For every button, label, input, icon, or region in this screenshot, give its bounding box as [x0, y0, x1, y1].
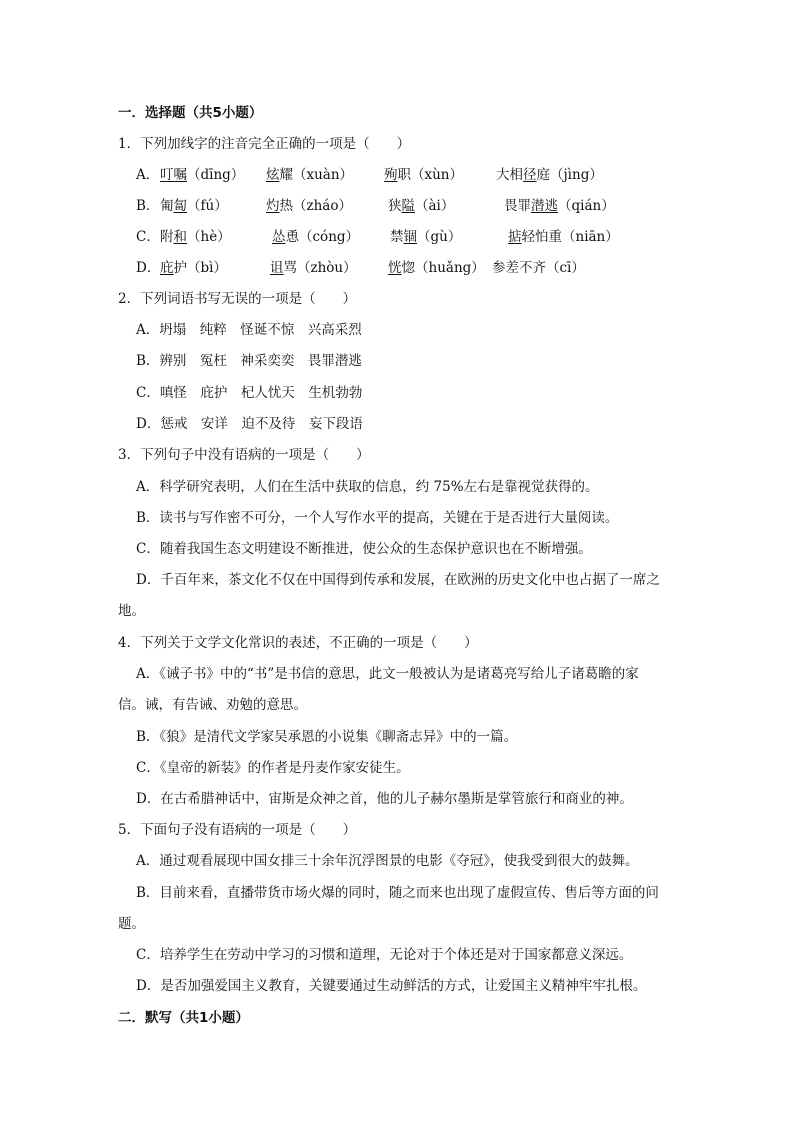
option-letter: C．	[136, 229, 160, 245]
term: 叮嘱（dīng）	[160, 167, 245, 183]
option-letter: B．	[136, 198, 160, 214]
term: 庇护（bì）	[160, 260, 227, 276]
term: 掂轻怕重（niān）	[508, 229, 619, 245]
question-2-stem: 2．下列词语书写无误的一项是（ ）	[118, 291, 357, 307]
question-3-stem: 3．下列句子中没有语病的一项是（ ）	[118, 447, 370, 463]
question-5-option-b-continuation: 题。	[118, 916, 145, 932]
option-letter: D．	[136, 260, 161, 276]
question-2-option-d: D．惩戒 安详 迫不及待 妄下段语	[136, 416, 363, 432]
question-5-option-b: B．目前来看，直播带货市场火爆的同时，随之而来也出现了虚假宣传、售后等方面的问	[136, 885, 659, 901]
question-2-option-c: C．嗔怪 庇护 杞人忧天 生机勃勃	[136, 385, 363, 401]
term: 匍匐（fú）	[160, 198, 228, 214]
section-title-dictation: 二．默写（共1小题）	[118, 1010, 249, 1026]
question-1-option-a	[136, 165, 696, 185]
question-3-option-a: A．科学研究表明，人们在生活中获取的信息，约 75%左右是靠视觉获得的。	[136, 479, 599, 495]
question-5-option-c: C．培养学生在劳动中学习的习惯和道理，无论对于个体还是对于国家都意义深远。	[136, 947, 633, 963]
question-3-option-d: D．千百年来，茶文化不仅在中国得到传承和发展，在欧洲的历史文化中也占据了一席之	[136, 572, 660, 588]
question-4-option-a: A．《诫子书》中的“书”是书信的意思，此文一般被认为是诸葛亮写给儿子诸葛瞻的家	[136, 666, 639, 682]
term: 诅骂（zhòu）	[270, 260, 357, 276]
term: 狭隘（ài）	[388, 198, 455, 214]
section-title-choice: 一．选择题（共5小题）	[118, 105, 263, 121]
term: 大相径庭（jìng）	[496, 167, 603, 183]
term: 炫耀（xuàn）	[266, 167, 354, 183]
option-letter: A．	[136, 167, 160, 183]
question-3-option-c: C．随着我国生态文明建设不断推进，使公众的生态保护意识也在不断增强。	[136, 541, 592, 557]
question-1-option-c	[136, 227, 696, 247]
question-5-option-d: D．是否加强爱国主义教育，关键要通过生动鲜活的方式，让爱国主义精神牢牢扎根。	[136, 978, 647, 994]
question-1-stem: 1．下列加线字的注音完全正确的一项是（ ）	[118, 136, 411, 152]
question-2-option-a: A．坍塌 纯粹 怪诞不惊 兴高采烈	[136, 322, 362, 338]
question-3-option-d-continuation: 地。	[118, 603, 145, 619]
question-4-option-a-continuation: 信。诫，有告诫、劝勉的意思。	[118, 697, 307, 713]
term: 怂恿（cóng）	[272, 229, 360, 245]
question-4-option-b: B．《狼》是清代文学家吴承恩的小说集《聊斋志异》中的一篇。	[136, 729, 518, 745]
question-4-option-c: C．《皇帝的新装》的作者是丹麦作家安徒生。	[136, 760, 410, 776]
question-3-option-b: B．读书与写作密不可分，一个人写作水平的提高，关键在于是否进行大量阅读。	[136, 510, 619, 526]
term: 禁锢（gù）	[390, 229, 462, 245]
question-1-option-b	[136, 196, 696, 216]
question-4-option-d: D．在古希腊神话中，宙斯是众神之首，他的儿子赫尔墨斯是掌管旅行和商业的神。	[136, 791, 633, 807]
question-5-option-a: A．通过观看展现中国女排三十余年沉浮图景的电影《夺冠》，使我受到很大的鼓舞。	[136, 853, 639, 869]
term: 恍惚（huǎng）	[388, 260, 485, 276]
term: 畏罪潜逃（qián）	[504, 198, 615, 214]
term: 殉职（xùn）	[384, 167, 464, 183]
question-1-option-d	[136, 258, 696, 278]
term: 附和（hè）	[160, 229, 231, 245]
term: 灼热（zháo）	[266, 198, 352, 214]
question-4-stem: 4．下列关于文学文化常识的表述，不正确的一项是（ ）	[118, 635, 478, 651]
question-5-stem: 5．下面句子没有语病的一项是（ ）	[118, 822, 357, 838]
question-2-option-b: B．辨别 冤枉 神采奕奕 畏罪潜逃	[136, 353, 362, 369]
term: 参差不齐（cī）	[492, 260, 585, 276]
